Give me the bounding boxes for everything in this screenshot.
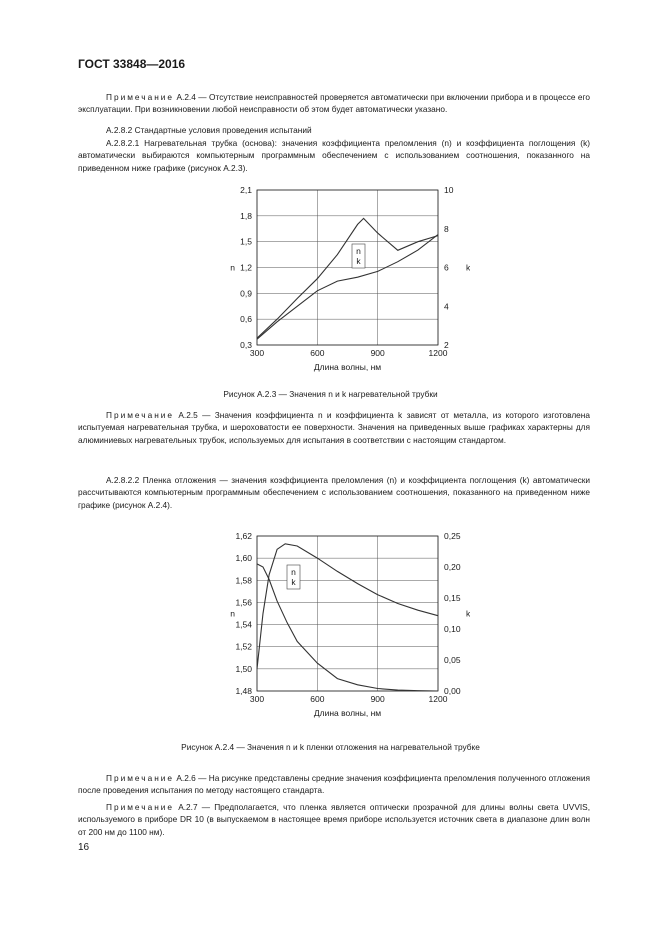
x-tick-label: 300 (249, 694, 265, 704)
y-tick-label: 1,54 (235, 619, 252, 630)
note-a27 (78, 801, 590, 838)
y2-tick-label: 0,20 (444, 562, 461, 572)
y-tick-label: 0,6 (240, 314, 252, 325)
paragraph-a2822: А.2.8.2.2 Пленка отложения — значения коэффициента преломления (n) и коэффициента поглощения (k) автоматически рассчитываются компьютерным программным обеспечением с использованием соотношения, показанного на приведенном ниже графике (рисунок А.2.4). (78, 475, 590, 510)
note-a26 (78, 772, 590, 797)
figure-a23-chart (210, 180, 470, 380)
page-header: ГОСТ 33848—2016 (78, 57, 186, 71)
x-tick-label: 900 (370, 694, 385, 704)
note-label: Примечание (106, 92, 175, 102)
series-line-k (257, 564, 438, 691)
x-tick-label: 300 (249, 348, 265, 358)
figure-a23-caption: Рисунок А.2.3 — Значения n и k нагревательной трубки (223, 389, 438, 399)
figure-a24-chart (210, 526, 470, 728)
note-text: А.2.7 — Предполагается, что пленка является оптически прозрачной для длины волны света UVVIS, используемого в приборе DR 10 (в выпускаемом в настоящее время приборе используется источник света в диапазоне длин волн от 200 нм до 1100 нм). (78, 802, 590, 837)
paragraph-a2821: А.2.8.2.1 Нагревательная трубка (основа): значения коэффициента преломления (n) и коэффициента поглощения (k) автоматически выбираются компьютерным программным обеспечением с использованием соотношения, показанного на приведенном ниже графике (рисунок А.2.3). (78, 138, 590, 173)
y-axis-label: n (230, 608, 235, 619)
legend-label: n (356, 246, 361, 256)
y2-tick-label: 0,10 (444, 624, 461, 634)
y2-axis-label: k (466, 608, 470, 619)
y2-tick-label: 2 (444, 340, 449, 350)
x-axis-label: Длина волны, нм (313, 708, 382, 718)
note-text: А.2.5 — Значения коэффициента n и коэффициента k зависят от металла, из которого изготовлена испытуемая нагревательная трубка, и шероховатости ее поверхности. Значения на приведенных выше графиках характерны для алюминиевых нагревательных трубок, используемых для испытания в соответствии с настоящим стандартом. (78, 410, 590, 445)
note-label: Примечание (106, 410, 175, 420)
note-label: Примечание (106, 802, 175, 812)
legend-label: k (291, 577, 296, 587)
y2-tick-label: 0,25 (444, 531, 461, 541)
y2-axis-label: k (466, 262, 470, 273)
y-tick-label: 1,62 (235, 531, 252, 541)
plot-frame (257, 536, 438, 691)
y-tick-label: 1,2 (240, 262, 252, 273)
series-line-n (257, 544, 438, 669)
x-tick-label: 600 (310, 348, 325, 358)
note-a24 (78, 91, 590, 116)
y-tick-label: 1,50 (235, 663, 252, 674)
x-axis-label: Длина волны, нм (313, 362, 382, 372)
y-tick-label: 1,52 (235, 641, 252, 652)
y2-tick-label: 4 (444, 301, 449, 312)
y2-tick-label: 0,05 (444, 655, 461, 665)
series-line-k (257, 235, 438, 340)
note-text: А.2.6 — На рисунке представлены средние значения коэффициента преломления полученного отложения после проведения испытания по методу настоящего стандарта. (78, 773, 590, 796)
y2-tick-label: 0,15 (444, 593, 461, 603)
page-number: 16 (78, 842, 90, 853)
y-tick-label: 1,60 (235, 553, 252, 564)
legend-label: n (291, 567, 296, 577)
y-tick-label: 1,58 (235, 575, 252, 586)
figure-a24-caption: Рисунок А.2.4 — Значения n и k пленки отложения на нагревательной трубке (181, 742, 480, 752)
y-tick-label: 1,48 (235, 686, 252, 696)
x-tick-label: 600 (310, 694, 325, 704)
y-tick-label: 1,56 (235, 597, 252, 608)
y-tick-label: 2,1 (240, 185, 252, 195)
x-tick-label: 900 (370, 348, 385, 358)
y2-tick-label: 8 (444, 223, 449, 234)
y-tick-label: 1,5 (240, 236, 252, 247)
y2-tick-label: 6 (444, 262, 449, 273)
y-tick-label: 1,8 (240, 210, 252, 221)
section-heading: А.2.8.2 Стандартные условия проведения испытаний (106, 125, 312, 135)
y-tick-label: 0,9 (240, 288, 252, 299)
note-label: Примечание (106, 773, 175, 783)
y-axis-label: n (230, 262, 235, 273)
y2-tick-label: 0,00 (444, 686, 461, 696)
x-tick-label: 1200 (428, 694, 448, 704)
x-tick-label: 1200 (428, 348, 448, 358)
legend-label: k (356, 256, 361, 266)
y-tick-label: 0,3 (240, 340, 252, 350)
note-text: А.2.4 — Отсутствие неисправностей проверяется автоматически при включении прибора и в процессе его эксплуатации. При возникновении любой неисправности об этом будет автоматически указано. (78, 92, 590, 115)
note-a25 (78, 409, 590, 446)
series-line-n (257, 218, 438, 338)
y2-tick-label: 10 (444, 185, 454, 195)
